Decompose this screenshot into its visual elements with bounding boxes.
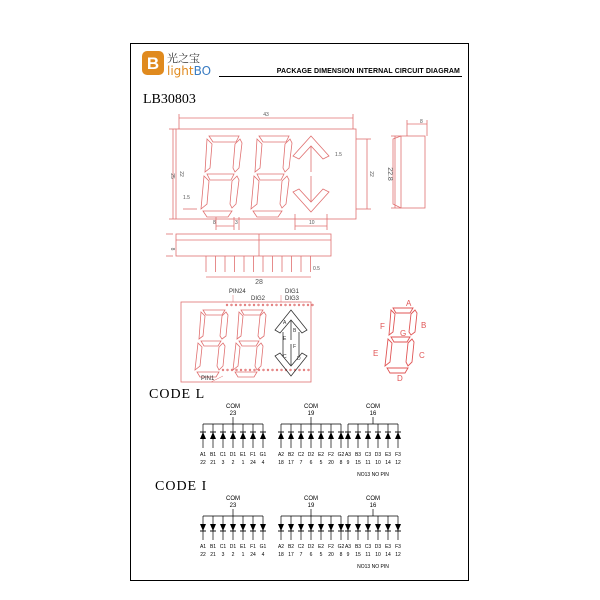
seg-label-e: E — [373, 349, 379, 358]
brand-light: light — [167, 64, 194, 78]
circuit-note: NO13 NO PIN — [357, 472, 389, 478]
diode-symbol — [328, 432, 334, 439]
pin-label: 8 — [339, 460, 343, 466]
circuit-group-i-3 — [345, 496, 401, 570]
diode-symbol — [338, 432, 344, 439]
com-pin: 19 — [307, 503, 315, 509]
front-arrow — [275, 310, 307, 376]
bottom-pins — [206, 256, 311, 272]
pin-dot-top — [249, 304, 251, 306]
pin-label: 8 — [339, 552, 343, 558]
pin-label: 14 — [385, 460, 391, 466]
dim-side-width: 8 — [420, 119, 423, 125]
segment-map-labels — [373, 299, 426, 383]
pin-label: 21 — [210, 552, 216, 558]
pin-label: 1 — [241, 460, 245, 466]
pin-label: 17 — [288, 460, 294, 466]
diode-symbol — [355, 524, 361, 531]
segment-label: B2 — [287, 544, 295, 550]
dim-digit-width: 8 — [213, 220, 216, 226]
pin-label: 2 — [231, 460, 235, 466]
diode-symbol — [220, 432, 226, 439]
seg-label-f: F — [380, 322, 385, 331]
segment-label: D1 — [229, 452, 237, 458]
pin-dot-top — [231, 304, 233, 306]
arrow-indicator — [293, 136, 329, 212]
pin-dot-bottom — [308, 369, 310, 371]
segment-label: A2 — [277, 452, 285, 458]
com-pin: 16 — [369, 411, 377, 417]
pin-dot-bottom — [290, 369, 292, 371]
label-dig1: DIG1 — [285, 289, 300, 295]
diode-symbol — [260, 432, 266, 439]
diode-symbol — [375, 432, 381, 439]
pin-dot-bottom — [249, 369, 251, 371]
segment-label: A3 — [344, 452, 352, 458]
diode-symbol — [210, 432, 216, 439]
label-pin1: PIN1 — [201, 376, 215, 382]
pin-dot-bottom — [303, 369, 305, 371]
diode-symbol — [355, 432, 361, 439]
segment-label: A1 — [199, 544, 207, 550]
pin-dot-bottom — [245, 369, 247, 371]
segment-label: A2 — [277, 544, 285, 550]
com-label: COM — [226, 496, 240, 502]
segment-label: C3 — [364, 452, 372, 458]
seg-label-a: A — [406, 299, 412, 308]
pin-label: 11 — [365, 552, 371, 558]
pin-label: 22 — [200, 460, 206, 466]
pin-label: 6 — [309, 460, 313, 466]
com-label: COM — [304, 496, 318, 502]
brand-prefix: B — [146, 54, 160, 73]
segment-label: G1 — [259, 544, 267, 550]
pin-dot-bottom — [281, 369, 283, 371]
segment-label: B3 — [354, 544, 362, 550]
segment-label: E3 — [384, 452, 392, 458]
pin-label: 9 — [346, 460, 350, 466]
segment-label: C1 — [219, 544, 227, 550]
diode-symbol — [395, 432, 401, 439]
pin-label: 20 — [328, 552, 334, 558]
diode-symbol — [365, 432, 371, 439]
segment-label: F1 — [250, 452, 256, 458]
diode-symbol — [298, 432, 304, 439]
com-label: COM — [226, 404, 240, 410]
circuit-note: NO13 NO PIN — [357, 564, 389, 570]
pin-dot-top — [280, 304, 282, 306]
arrow-letter-a: A — [283, 320, 287, 326]
pin-dot-top — [226, 304, 228, 306]
diode-symbol — [250, 524, 256, 531]
side-view — [391, 120, 427, 208]
diode-symbol — [200, 432, 206, 439]
code-i-title: CODE I — [155, 479, 208, 494]
pin-dot-bottom — [267, 369, 269, 371]
pin-dot-top — [244, 304, 246, 306]
label-pin24: PIN24 — [229, 289, 246, 295]
segment-map — [385, 308, 417, 373]
pin-dot-top — [303, 304, 305, 306]
diode-symbol — [210, 524, 216, 531]
segment-label: E1 — [239, 544, 247, 550]
segment-label: F3 — [395, 452, 401, 458]
com-label: COM — [366, 404, 380, 410]
diode-symbol — [278, 432, 284, 439]
segment-label: D2 — [307, 452, 315, 458]
diode-symbol — [338, 524, 344, 531]
pin-label: 7 — [299, 460, 303, 466]
diode-symbol — [318, 524, 324, 531]
label-dig3: DIG3 — [285, 296, 300, 302]
seg-label-c: C — [419, 351, 425, 360]
pin-label: 10 — [375, 552, 381, 558]
circuit-group-l-3 — [345, 404, 401, 478]
pin-label: 4 — [261, 552, 265, 558]
pin-label: 12 — [395, 460, 401, 466]
arrow-letter-d: D — [297, 356, 301, 362]
segment-label: A3 — [344, 544, 352, 550]
brand-bo: BO — [193, 64, 212, 78]
digit-1 — [201, 136, 242, 217]
segment-label: C2 — [297, 544, 305, 550]
diode-symbol — [308, 524, 314, 531]
dim-arrow-gap: 1.5 — [335, 152, 342, 158]
com-pin: 23 — [229, 411, 237, 417]
circuit-group-l-2 — [278, 404, 345, 466]
com-pin: 23 — [229, 503, 237, 509]
pin-label: 7 — [299, 552, 303, 558]
diode-symbol — [240, 432, 246, 439]
datasheet-sheet — [130, 43, 469, 581]
dim-digit-gap: 3 — [235, 220, 238, 226]
pin-label: 18 — [278, 552, 284, 558]
front-pins-top — [226, 304, 313, 306]
pin-label: 10 — [375, 460, 381, 466]
segment-label: E3 — [384, 544, 392, 550]
dim-pin-size: 0.5 — [313, 266, 320, 272]
dim-pin-span: 28 — [255, 279, 263, 286]
segment-label: F2 — [328, 452, 334, 458]
pin-label: 2 — [231, 552, 235, 558]
part-number: LB30803 — [143, 92, 196, 107]
pin-label: 15 — [355, 552, 361, 558]
pin-label: 3 — [221, 460, 225, 466]
label-dig2: DIG2 — [251, 296, 266, 302]
front-labels — [201, 289, 301, 382]
package-drawing — [131, 44, 470, 384]
pin-label: 1 — [241, 552, 245, 558]
pin-label: 18 — [278, 460, 284, 466]
diode-symbol — [345, 524, 351, 531]
pin-label: 11 — [365, 460, 371, 466]
segment-label: E2 — [317, 452, 325, 458]
circuit-group-l-1 — [200, 404, 267, 466]
pin-dot-top — [267, 304, 269, 306]
diode-symbol — [385, 524, 391, 531]
com-pin: 19 — [307, 411, 315, 417]
pin-dot-bottom — [272, 369, 274, 371]
header-title: PACKAGE DIMENSION INTERNAL CIRCUIT DIAGRAM — [276, 68, 460, 75]
segment-label: B2 — [287, 452, 295, 458]
diode-symbol — [230, 524, 236, 531]
dim-height-inner: 22 — [178, 171, 184, 177]
pin-dot-top — [294, 304, 296, 306]
circuit-group-i-2 — [278, 496, 345, 558]
segment-label: D2 — [307, 544, 315, 550]
segment-label: F3 — [395, 544, 401, 550]
pin-dot-top — [285, 304, 287, 306]
front-view — [181, 302, 313, 382]
diode-symbol — [375, 524, 381, 531]
diode-symbol — [328, 524, 334, 531]
brand-chinese: 光之宝 — [167, 52, 200, 65]
arrow-letter-b: B — [293, 328, 297, 334]
pin-dot-bottom — [276, 369, 278, 371]
pin-dot-top — [289, 304, 291, 306]
diode-symbol — [230, 432, 236, 439]
segment-label: E1 — [239, 452, 247, 458]
pin-label: 24 — [250, 552, 256, 558]
diode-symbol — [318, 432, 324, 439]
segment-label: G2 — [337, 544, 345, 550]
segment-label: B1 — [209, 544, 217, 550]
segment-label: C2 — [297, 452, 305, 458]
diode-symbol — [385, 432, 391, 439]
pin-dot-top — [276, 304, 278, 306]
dim-height-left: 25 — [169, 173, 175, 179]
seg-label-g: G — [400, 329, 407, 338]
pin-label: 5 — [319, 460, 323, 466]
pin-label: 22 — [200, 552, 206, 558]
segment-label: C1 — [219, 452, 227, 458]
segment-label: A1 — [199, 452, 207, 458]
arrow-letter-c: C — [283, 354, 287, 360]
segment-label: D1 — [229, 544, 237, 550]
digit-2 — [251, 136, 292, 217]
pin-dot-bottom — [258, 369, 260, 371]
seg-label-b: B — [421, 321, 427, 330]
diode-symbol — [298, 524, 304, 531]
front-digit-2 — [233, 310, 266, 377]
pin-label: 24 — [250, 460, 256, 466]
diode-symbol — [365, 524, 371, 531]
pin-dot-top — [298, 304, 300, 306]
dim-width: 43 — [263, 112, 269, 118]
diode-symbol — [288, 432, 294, 439]
front-digit-1 — [195, 310, 228, 377]
segment-label: D3 — [374, 544, 382, 550]
diode-symbol — [220, 524, 226, 531]
pin-label: 21 — [210, 460, 216, 466]
dim-height-right: 22 — [368, 171, 374, 177]
diode-symbol — [308, 432, 314, 439]
pin-dot-bottom — [236, 369, 238, 371]
diode-symbol — [345, 432, 351, 439]
internal-circuits — [131, 396, 470, 576]
segment-label: D3 — [374, 452, 382, 458]
com-label: COM — [304, 404, 318, 410]
dim-side-height: 22.8 — [386, 167, 393, 181]
pin-label: 5 — [319, 552, 323, 558]
segment-label: G2 — [337, 452, 345, 458]
pin-label: 15 — [355, 460, 361, 466]
com-label: COM — [366, 496, 380, 502]
segment-label: F1 — [250, 544, 256, 550]
pin-label: 6 — [309, 552, 313, 558]
pin-dot-top — [271, 304, 273, 306]
dim-bottom-height: 8 — [169, 247, 175, 251]
pin-dot-top — [258, 304, 260, 306]
pin-label: 4 — [261, 460, 265, 466]
pin-dot-bottom — [254, 369, 256, 371]
pin-dot-bottom — [299, 369, 301, 371]
arrow-letter-f: F — [293, 344, 297, 350]
pin-label: 12 — [395, 552, 401, 558]
segment-label: B3 — [354, 452, 362, 458]
segment-label: G1 — [259, 452, 267, 458]
diode-symbol — [395, 524, 401, 531]
pin-dot-bottom — [227, 369, 229, 371]
segment-label: C3 — [364, 544, 372, 550]
diode-symbol — [260, 524, 266, 531]
pin-label: 14 — [385, 552, 391, 558]
segment-label: E2 — [317, 544, 325, 550]
diode-symbol — [250, 432, 256, 439]
arrow-letter-e: E — [283, 336, 287, 342]
diode-symbol — [240, 524, 246, 531]
pin-label: 17 — [288, 552, 294, 558]
pin-label: 3 — [221, 552, 225, 558]
pin-label: 9 — [346, 552, 350, 558]
circuit-group-i-1 — [200, 496, 267, 558]
bottom-view — [166, 234, 331, 277]
pin-dot-top — [307, 304, 309, 306]
dim-arrow-width: 10 — [309, 220, 315, 226]
pin-dot-bottom — [263, 369, 265, 371]
pin-dot-bottom — [222, 369, 224, 371]
diode-symbol — [288, 524, 294, 531]
pin-dot-top — [253, 304, 255, 306]
pin-dot-top — [312, 304, 314, 306]
diode-symbol — [278, 524, 284, 531]
dim-left-offset: 1.5 — [183, 195, 190, 201]
top-view — [169, 114, 371, 230]
code-l-title: CODE L — [149, 387, 206, 402]
pin-dot-top — [240, 304, 242, 306]
pin-dot-top — [262, 304, 264, 306]
seg-label-d: D — [397, 374, 403, 383]
pin-dot-top — [235, 304, 237, 306]
segment-label: F2 — [328, 544, 334, 550]
diode-symbol — [200, 524, 206, 531]
pin-label: 20 — [328, 460, 334, 466]
segment-label: B1 — [209, 452, 217, 458]
pin-dot-bottom — [240, 369, 242, 371]
com-pin: 16 — [369, 503, 377, 509]
